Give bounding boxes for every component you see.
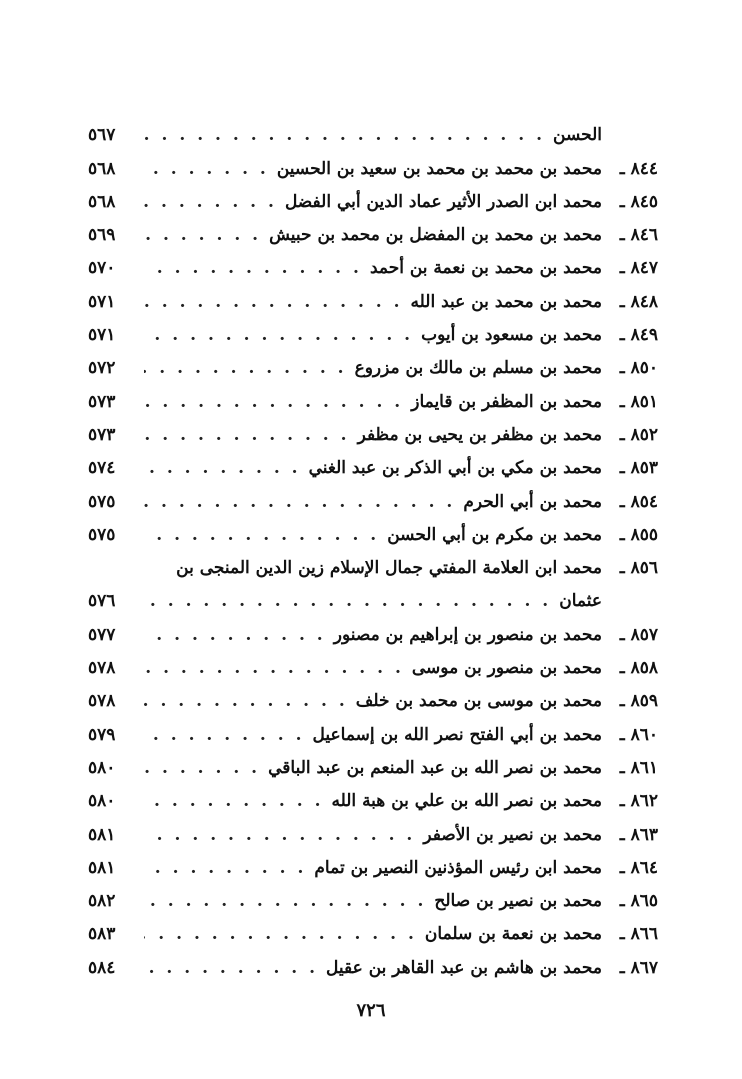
index-entry	[88, 777, 658, 810]
entry-name: الحسن	[553, 125, 602, 146]
leader-dots	[144, 260, 362, 277]
entry-page: ٥٨٠	[88, 791, 116, 812]
entry-name: محمد ابن العلامة المفتي جمال الإسلام زين الدين المنجى بن	[176, 558, 602, 579]
entry-page: ٥٧٩	[88, 724, 116, 745]
index-entry	[88, 477, 658, 510]
entry-name: محمد بن نصر الله بن عبد المنعم بن عبد الباقي	[268, 757, 602, 778]
entry-page: ٥٧١	[88, 325, 116, 346]
entry-page: ٥٦٧	[88, 125, 116, 146]
entry-name: محمد بن منصور بن موسى	[411, 658, 602, 679]
index-entry	[88, 844, 658, 877]
index-entry	[88, 511, 658, 544]
entry-page: ٥٨٠	[88, 757, 116, 778]
leader-dots	[144, 460, 301, 477]
entry-number: ٨٦٠ ـ	[619, 724, 658, 745]
entry-name: محمد بن نعمة بن سلمان	[424, 924, 602, 945]
entry-number: ٨٤٧ ـ	[619, 258, 658, 279]
entry-page: ٥٦٨	[88, 191, 116, 212]
leader-dots	[144, 161, 269, 178]
entry-page: ٥٧٤	[88, 458, 116, 479]
entry-name: عثمان	[559, 591, 602, 612]
index-entry	[88, 277, 658, 310]
entry-number: ٨٥٨ ـ	[619, 658, 658, 679]
entry-number: ٨٤٩ ـ	[619, 325, 658, 346]
entry-name: محمد بن مظفر بن يحيى بن مظفر	[357, 424, 602, 445]
leader-dots	[144, 660, 404, 677]
entry-page: ٥٦٩	[88, 225, 116, 246]
entry-number: ٨٥١ ـ	[619, 391, 658, 412]
entry-name: محمد بن المظفر بن قايماز	[411, 391, 602, 412]
entry-page: ٥٧٥	[88, 524, 116, 545]
leader-dots	[144, 926, 417, 943]
entry-name: محمد بن محمد بن عبد الله	[410, 291, 602, 312]
entry-number: ٨٦٧ ـ	[619, 957, 658, 978]
entry-name: محمد ابن رئيس المؤذنين النصير بن تمام	[314, 857, 602, 878]
leader-dots	[144, 760, 260, 777]
index-entry	[88, 377, 658, 410]
leader-dots	[144, 960, 318, 977]
entry-name: محمد بن هاشم بن عبد القاهر بن عقيل	[326, 957, 602, 978]
entry-page: ٥٧٥	[88, 491, 116, 512]
index-entry	[88, 144, 658, 177]
entry-name: محمد ابن الصدر الأثير عماد الدين أبي الفضل	[284, 191, 602, 212]
index-entry	[88, 810, 658, 843]
index-entries	[88, 111, 658, 977]
index-entry	[88, 311, 658, 344]
leader-dots	[144, 127, 545, 144]
index-entry	[88, 178, 658, 211]
entry-name: محمد بن مكرم بن أبي الحسن	[387, 524, 602, 545]
entry-number: ٨٥٥ ـ	[619, 524, 658, 545]
entry-number: ٨٥٤ ـ	[619, 491, 658, 512]
entry-number: ٨٦٤ ـ	[619, 857, 658, 878]
entry-name: محمد بن نصر الله بن علي بن هبة الله	[331, 791, 602, 812]
entry-name: محمد بن موسى بن محمد بن خلف	[355, 691, 602, 712]
leader-dots	[144, 394, 403, 411]
leader-dots	[144, 360, 347, 377]
entry-number: ٨٥٠ ـ	[619, 358, 658, 379]
entry-name: محمد بن أبي الفتح نصر الله بن إسماعيل	[312, 724, 602, 745]
entry-name: محمد بن محمد بن المفضل بن محمد بن حبيش	[269, 225, 602, 246]
index-entry	[88, 943, 658, 976]
entry-number: ٨٤٥ ـ	[619, 191, 658, 212]
entry-number: ٨٥٦ ـ	[619, 558, 658, 579]
entry-name: محمد بن مسعود بن أيوب	[421, 325, 602, 346]
index-entry	[88, 544, 658, 577]
entry-number: ٨٥٧ ـ	[619, 624, 658, 645]
entry-page: ٥٧٨	[88, 691, 116, 712]
entry-number: ٨٦١ ـ	[619, 757, 658, 778]
entry-page: ٥٧٣	[88, 424, 116, 445]
entry-number: ٨٦٦ ـ	[619, 924, 658, 945]
leader-dots	[144, 194, 277, 211]
entry-name: محمد بن مسلم بن مالك بن مزروع	[354, 358, 602, 379]
leader-dots	[144, 893, 426, 910]
entry-name: محمد بن أبي الحرم	[463, 491, 602, 512]
entry-name: محمد بن محمد بن محمد بن سعيد بن الحسين	[276, 158, 602, 179]
index-entry	[88, 244, 658, 277]
entry-number: ٨٤٦ ـ	[619, 225, 658, 246]
entry-number: ٨٦٥ ـ	[619, 891, 658, 912]
entry-name: محمد بن محمد بن نعمة بن أحمد	[369, 258, 602, 279]
entry-page: ٥٧٨	[88, 658, 116, 679]
entry-name: محمد بن نصير بن صالح	[434, 891, 602, 912]
leader-dots	[144, 494, 455, 511]
index-entry	[88, 877, 658, 910]
entry-name: محمد بن منصور بن إبراهيم بن مصنور	[333, 624, 602, 645]
entry-page: ٥٨٢	[88, 891, 116, 912]
index-entry	[88, 644, 658, 677]
entry-page: ٥٦٨	[88, 158, 116, 179]
leader-dots	[144, 860, 306, 877]
leader-dots	[144, 327, 413, 344]
leader-dots	[144, 627, 326, 644]
index-entry	[88, 444, 658, 477]
entry-page: ٥٧١	[88, 291, 116, 312]
entry-page: ٥٧٧	[88, 624, 116, 645]
index-entry	[88, 411, 658, 444]
index-entry	[88, 610, 658, 643]
entry-number: ٨٤٨ ـ	[619, 291, 658, 312]
index-entry	[88, 111, 658, 144]
leader-dots	[144, 727, 305, 744]
entry-number: ٨٥٩ ـ	[619, 691, 658, 712]
entry-name: محمد بن مكي بن أبي الذكر بن عبد الغني	[308, 458, 602, 479]
entry-number: ٨٦٣ ـ	[619, 824, 658, 845]
index-entry	[88, 677, 658, 710]
leader-dots	[144, 693, 348, 710]
entry-page: ٥٨٣	[88, 924, 116, 945]
leader-dots	[144, 227, 261, 244]
entry-number: ٨٥٢ ـ	[619, 424, 658, 445]
page-number: ٧٢٦	[356, 1000, 386, 1021]
leader-dots	[144, 427, 350, 444]
index-entry-continuation	[88, 577, 658, 610]
entry-number: ٨٥٣ ـ	[619, 458, 658, 479]
entry-page: ٥٧٠	[88, 258, 116, 279]
index-entry	[88, 344, 658, 377]
leader-dots	[144, 827, 415, 844]
leader-dots	[144, 793, 324, 810]
leader-dots	[144, 527, 379, 544]
entry-page: ٥٧٦	[88, 591, 116, 612]
entry-name: محمد بن نصير بن الأصفر	[423, 824, 602, 845]
entry-page: ٥٨١	[88, 857, 116, 878]
leader-dots	[144, 294, 403, 311]
entry-number: ٨٤٤ ـ	[619, 158, 658, 179]
entry-number: ٨٦٢ ـ	[619, 791, 658, 812]
index-entry	[88, 744, 658, 777]
entry-page: ٥٨١	[88, 824, 116, 845]
index-entry	[88, 211, 658, 244]
entry-page: ٥٧٣	[88, 391, 116, 412]
entry-page: ٥٧٢	[88, 358, 116, 379]
entry-page: ٥٨٤	[88, 957, 116, 978]
index-entry	[88, 710, 658, 743]
leader-dots	[144, 593, 551, 610]
index-entry	[88, 910, 658, 943]
